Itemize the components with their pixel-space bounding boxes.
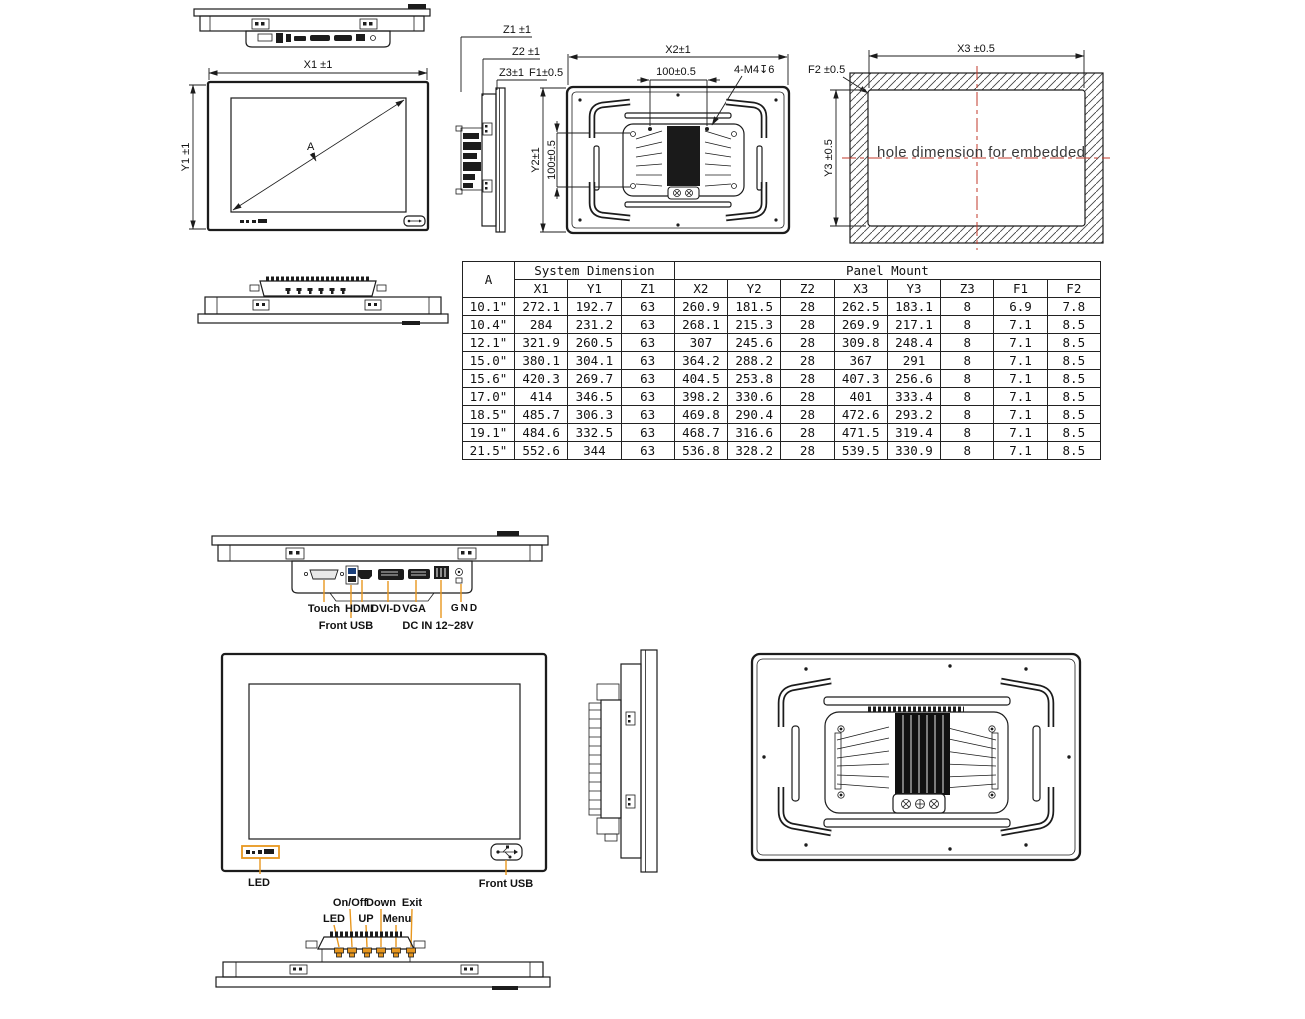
- io-label-vga: VGA: [402, 603, 426, 615]
- table-cell: 8.5: [1047, 316, 1100, 334]
- table-cell: 28: [781, 352, 834, 370]
- table-cell: 7.1: [994, 442, 1047, 460]
- table-cell: 344: [568, 442, 621, 460]
- dim-label-x2: X2±1: [665, 44, 691, 56]
- dim-label-z3: Z3±1: [499, 67, 524, 79]
- table-cell: 407.3: [834, 370, 887, 388]
- table-cell: 260.9: [674, 298, 727, 316]
- table-cell: 268.1: [674, 316, 727, 334]
- table-subheader: F2: [1047, 280, 1100, 298]
- table-cell-size: 15.0": [463, 352, 515, 370]
- table-cell: 307: [674, 334, 727, 352]
- table-subheader: Y3: [887, 280, 940, 298]
- table-cell: 552.6: [515, 442, 568, 460]
- dim-label-m4: 4-M4↧6: [734, 64, 775, 76]
- table-cell: 8.5: [1047, 352, 1100, 370]
- table-cell: 472.6: [834, 406, 887, 424]
- table-cell: 217.1: [887, 316, 940, 334]
- table-cell: 398.2: [674, 388, 727, 406]
- table-subheader: Z2: [781, 280, 834, 298]
- table-cell: 304.1: [568, 352, 621, 370]
- table-cell: 63: [621, 334, 674, 352]
- table-cell: 284: [515, 316, 568, 334]
- cutout-note: hole dimension for embedded: [877, 144, 1086, 161]
- table-cell-size: 10.4": [463, 316, 515, 334]
- table-cell: 306.3: [568, 406, 621, 424]
- dim-label-x3: X3 ±0.5: [957, 43, 995, 55]
- table-row: [463, 316, 1101, 334]
- table-cell: 293.2: [887, 406, 940, 424]
- table-cell: 181.5: [728, 298, 781, 316]
- vga-connector: [408, 569, 430, 579]
- table-cell: 291: [887, 352, 940, 370]
- table-subheader: Y1: [568, 280, 621, 298]
- table-cell: 7.1: [994, 370, 1047, 388]
- bottom-view-drawing: [198, 279, 448, 325]
- table-cell: 8: [941, 388, 994, 406]
- io-label-hdmi: HDMI: [344, 603, 374, 615]
- table-cell: 28: [781, 334, 834, 352]
- dim-label-y2: Y2±1: [529, 147, 542, 173]
- table-row: [463, 424, 1101, 442]
- dim-label-f2: F2 ±0.5: [808, 64, 846, 76]
- table-cell: 8.5: [1047, 424, 1100, 442]
- table-cell: 269.9: [834, 316, 887, 334]
- table-row: [463, 298, 1101, 316]
- table-cell: 262.5: [834, 298, 887, 316]
- table-cell: 7.8: [1047, 298, 1100, 316]
- front-usb-icon: [491, 844, 522, 860]
- table-cell: 8: [941, 370, 994, 388]
- table-cell: 8: [941, 298, 994, 316]
- table-cell-size: 19.1": [463, 424, 515, 442]
- dim-label-f1: F1±0.5: [529, 67, 564, 79]
- osd-label-menu: Menu: [382, 913, 412, 925]
- front-label-led: LED: [248, 877, 270, 889]
- table-row: [463, 442, 1101, 460]
- dim-label-x1: X1 ±1: [303, 59, 333, 71]
- table-cell: 401: [834, 388, 887, 406]
- table-subheader: F1: [994, 280, 1047, 298]
- diagonal-label-a: A: [307, 141, 315, 153]
- table-cell: 63: [621, 406, 674, 424]
- table-cell: 469.8: [674, 406, 727, 424]
- table-cell-size: 12.1": [463, 334, 515, 352]
- dim-label-z2: Z2 ±1: [512, 46, 541, 58]
- table-cell: 471.5: [834, 424, 887, 442]
- rear-view2-drawing: [752, 654, 1080, 860]
- table-cell: 290.4: [728, 406, 781, 424]
- osd-buttons-small: [286, 288, 346, 294]
- table-cell: 8.5: [1047, 442, 1100, 460]
- table-cell: 332.5: [568, 424, 621, 442]
- table-cell: 321.9: [515, 334, 568, 352]
- table-cell: 6.9: [994, 298, 1047, 316]
- table-cell: 319.4: [887, 424, 940, 442]
- table-cell-size: 17.0": [463, 388, 515, 406]
- table-cell: 468.7: [674, 424, 727, 442]
- table-cell: 309.8: [834, 334, 887, 352]
- table-cell: 8.5: [1047, 406, 1100, 424]
- front-view2-drawing: [222, 654, 546, 875]
- table-cell: 367: [834, 352, 887, 370]
- table-cell: 28: [781, 424, 834, 442]
- table-cell: 539.5: [834, 442, 887, 460]
- io-label-dvi: DVI-D: [371, 603, 401, 615]
- dc-in-connector: [434, 566, 449, 579]
- table-cell: 28: [781, 370, 834, 388]
- rear-view-drawing: [540, 54, 789, 233]
- table-cell-size: 18.5": [463, 406, 515, 424]
- dim-label-vesa-v: 100±0.5: [545, 140, 558, 180]
- osd-label-led: LED: [323, 913, 345, 925]
- dvi-connector: [378, 569, 404, 580]
- table-cell: 28: [781, 316, 834, 334]
- table-cell: 183.1: [887, 298, 940, 316]
- table-cell: 28: [781, 298, 834, 316]
- table-cell: 8.5: [1047, 370, 1100, 388]
- table-cell: 380.1: [515, 352, 568, 370]
- table-cell-size: 10.1": [463, 298, 515, 316]
- table-cell: 404.5: [674, 370, 727, 388]
- table-cell: 414: [515, 388, 568, 406]
- table-header-panel-mount: Panel Mount: [674, 262, 1100, 280]
- table-subheader: X3: [834, 280, 887, 298]
- table-header-system-dimension: System Dimension: [515, 262, 675, 280]
- dim-label-vesa-h: 100±0.5: [656, 66, 696, 78]
- table-cell: 63: [621, 370, 674, 388]
- dimension-table: [462, 261, 1101, 460]
- table-row: [463, 406, 1101, 424]
- table-cell: 7.1: [994, 352, 1047, 370]
- table-cell: 192.7: [568, 298, 621, 316]
- usb-icon: [404, 216, 425, 226]
- table-cell: 63: [621, 424, 674, 442]
- table-cell: 316.6: [728, 424, 781, 442]
- table-cell: 215.3: [728, 316, 781, 334]
- table-cell: 8: [941, 424, 994, 442]
- table-row: [463, 334, 1101, 352]
- table-cell: 8: [941, 406, 994, 424]
- table-cell: 330.6: [728, 388, 781, 406]
- led-indicator: [242, 846, 279, 858]
- table-cell: 63: [621, 388, 674, 406]
- table-cell: 248.4: [887, 334, 940, 352]
- table-cell: 8: [941, 316, 994, 334]
- table-cell: 288.2: [728, 352, 781, 370]
- table-cell: 253.8: [728, 370, 781, 388]
- osd-label-up: UP: [358, 913, 374, 925]
- table-cell: 260.5: [568, 334, 621, 352]
- table-row: [463, 370, 1101, 388]
- table-subheader: X1: [515, 280, 568, 298]
- top-view-drawing: [194, 4, 430, 47]
- table-subheader: X2: [674, 280, 727, 298]
- io-label-front-usb: Front USB: [318, 620, 374, 632]
- table-cell: 420.3: [515, 370, 568, 388]
- osd-label-down: Down: [366, 897, 396, 909]
- table-cell: 245.6: [728, 334, 781, 352]
- table-cell-size: 15.6": [463, 370, 515, 388]
- hdmi-connector: [358, 570, 372, 579]
- table-subheader-row: [463, 280, 1101, 298]
- usb-connector: [346, 566, 358, 584]
- table-cell: 7.1: [994, 406, 1047, 424]
- front-label-front-usb: Front USB: [478, 878, 534, 890]
- table-cell: 28: [781, 406, 834, 424]
- table-cell: 328.2: [728, 442, 781, 460]
- table-cell: 330.9: [887, 442, 940, 460]
- table-header-a: A: [463, 262, 515, 298]
- table-cell: 8: [941, 334, 994, 352]
- led-indicator-marks: [240, 219, 267, 223]
- table-cell: 28: [781, 442, 834, 460]
- table-cell: 231.2: [568, 316, 621, 334]
- table-cell: 63: [621, 316, 674, 334]
- table-cell: 7.1: [994, 316, 1047, 334]
- table-cell: 269.7: [568, 370, 621, 388]
- table-cell: 63: [621, 298, 674, 316]
- table-cell: 8: [941, 352, 994, 370]
- gnd-terminal: [456, 569, 463, 584]
- dim-label-z1: Z1 ±1: [503, 24, 532, 36]
- dim-label-y1: Y1 ±1: [179, 142, 192, 172]
- table-cell: 364.2: [674, 352, 727, 370]
- table-cell: 272.1: [515, 298, 568, 316]
- osd-label-on-off: On/Off: [332, 897, 368, 909]
- table-row: [463, 352, 1101, 370]
- io-label-dc-in: DC IN 12~28V: [402, 620, 474, 632]
- touch-connector: [304, 570, 343, 579]
- osd-label-exit: Exit: [401, 897, 423, 909]
- table-subheader: Z1: [621, 280, 674, 298]
- table-cell-size: 21.5": [463, 442, 515, 460]
- table-cell: 63: [621, 442, 674, 460]
- dim-label-y3: Y3 ±0.5: [822, 139, 835, 177]
- table-cell: 8.5: [1047, 334, 1100, 352]
- table-cell: 7.1: [994, 334, 1047, 352]
- table-cell: 256.6: [887, 370, 940, 388]
- table-cell: 346.5: [568, 388, 621, 406]
- table-row: [463, 388, 1101, 406]
- table-cell: 7.1: [994, 424, 1047, 442]
- table-group-header-row: [463, 262, 1101, 280]
- table-cell: 8: [941, 442, 994, 460]
- table-cell: 7.1: [994, 388, 1047, 406]
- io-label-touch: Touch: [307, 603, 341, 615]
- table-cell: 28: [781, 388, 834, 406]
- table-cell: 333.4: [887, 388, 940, 406]
- table-cell: 484.6: [515, 424, 568, 442]
- table-subheader: Y2: [728, 280, 781, 298]
- table-cell: 8.5: [1047, 388, 1100, 406]
- table-cell: 63: [621, 352, 674, 370]
- table-cell: 536.8: [674, 442, 727, 460]
- io-label-gnd: GND: [450, 603, 480, 614]
- table-cell: 485.7: [515, 406, 568, 424]
- side-view2-drawing: [589, 650, 657, 872]
- table-subheader: Z3: [941, 280, 994, 298]
